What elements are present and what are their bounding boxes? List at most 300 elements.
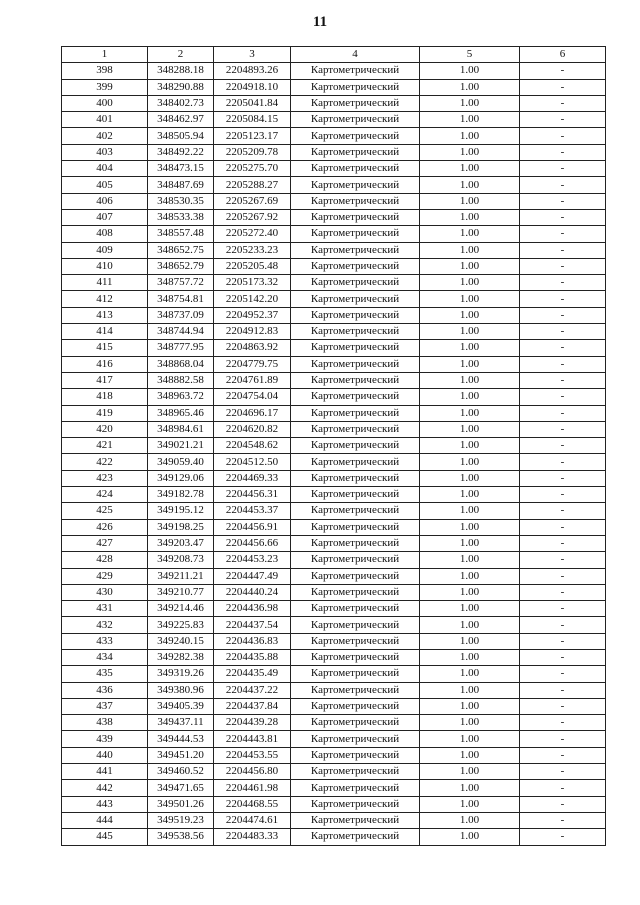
table-row [62,764,606,780]
point-number-cell: 411 [62,275,148,291]
method-cell: Картометрический [291,764,420,780]
table-row [62,503,606,519]
accuracy-cell: 1.00 [420,291,520,307]
method-cell: Картометрический [291,356,420,372]
method-cell: Картометрический [291,470,420,486]
note-cell: - [520,112,606,128]
method-cell: Картометрический [291,258,420,274]
x-coordinate-cell: 348402.73 [148,95,214,111]
note-cell: - [520,519,606,535]
note-cell: - [520,79,606,95]
x-coordinate-cell: 348487.69 [148,177,214,193]
x-coordinate-cell: 348557.48 [148,226,214,242]
y-coordinate-cell: 2205272.40 [214,226,291,242]
x-coordinate-cell: 348965.46 [148,405,214,421]
point-number-cell: 412 [62,291,148,307]
method-cell: Картометрический [291,552,420,568]
header-col-5: 5 [420,47,520,63]
method-cell: Картометрический [291,584,420,600]
x-coordinate-cell: 349405.39 [148,698,214,714]
x-coordinate-cell: 348882.58 [148,372,214,388]
x-coordinate-cell: 349444.53 [148,731,214,747]
x-coordinate-cell: 349240.15 [148,633,214,649]
note-cell: - [520,715,606,731]
y-coordinate-cell: 2204548.62 [214,438,291,454]
y-coordinate-cell: 2204696.17 [214,405,291,421]
y-coordinate-cell: 2205275.70 [214,161,291,177]
note-cell: - [520,372,606,388]
x-coordinate-cell: 348984.61 [148,421,214,437]
method-cell: Картометрический [291,226,420,242]
accuracy-cell: 1.00 [420,372,520,388]
point-number-cell: 429 [62,568,148,584]
y-coordinate-cell: 2204435.49 [214,666,291,682]
point-number-cell: 399 [62,79,148,95]
accuracy-cell: 1.00 [420,682,520,698]
table-row [62,421,606,437]
method-cell: Картометрический [291,731,420,747]
point-number-cell: 408 [62,226,148,242]
note-cell: - [520,128,606,144]
table-row [62,405,606,421]
accuracy-cell: 1.00 [420,698,520,714]
point-number-cell: 421 [62,438,148,454]
table-row [62,356,606,372]
note-cell: - [520,487,606,503]
accuracy-cell: 1.00 [420,405,520,421]
accuracy-cell: 1.00 [420,258,520,274]
table-row [62,324,606,340]
x-coordinate-cell: 348754.81 [148,291,214,307]
table-row [62,454,606,470]
x-coordinate-cell: 348505.94 [148,128,214,144]
point-number-cell: 414 [62,324,148,340]
y-coordinate-cell: 2205209.78 [214,144,291,160]
note-cell: - [520,535,606,551]
x-coordinate-cell: 348462.97 [148,112,214,128]
table-row [62,161,606,177]
note-cell: - [520,764,606,780]
point-number-cell: 445 [62,829,148,845]
point-number-cell: 402 [62,128,148,144]
method-cell: Картометрический [291,193,420,209]
note-cell: - [520,95,606,111]
table-row [62,584,606,600]
accuracy-cell: 1.00 [420,209,520,225]
accuracy-cell: 1.00 [420,356,520,372]
y-coordinate-cell: 2204440.24 [214,584,291,600]
point-number-cell: 430 [62,584,148,600]
point-number-cell: 443 [62,796,148,812]
y-coordinate-cell: 2205084.15 [214,112,291,128]
accuracy-cell: 1.00 [420,421,520,437]
y-coordinate-cell: 2205123.17 [214,128,291,144]
accuracy-cell: 1.00 [420,144,520,160]
point-number-cell: 438 [62,715,148,731]
x-coordinate-cell: 348744.94 [148,324,214,340]
x-coordinate-cell: 349059.40 [148,454,214,470]
y-coordinate-cell: 2204474.61 [214,812,291,828]
x-coordinate-cell: 348777.95 [148,340,214,356]
method-cell: Картометрический [291,698,420,714]
y-coordinate-cell: 2204443.81 [214,731,291,747]
table-row [62,177,606,193]
method-cell: Картометрический [291,177,420,193]
accuracy-cell: 1.00 [420,79,520,95]
table-row [62,780,606,796]
method-cell: Картометрический [291,454,420,470]
method-cell: Картометрический [291,389,420,405]
accuracy-cell: 1.00 [420,177,520,193]
note-cell: - [520,307,606,323]
method-cell: Картометрический [291,535,420,551]
table-row [62,128,606,144]
y-coordinate-cell: 2204469.33 [214,470,291,486]
table-row [62,307,606,323]
accuracy-cell: 1.00 [420,340,520,356]
method-cell: Картометрический [291,291,420,307]
method-cell: Картометрический [291,275,420,291]
point-number-cell: 441 [62,764,148,780]
x-coordinate-cell: 348533.38 [148,209,214,225]
y-coordinate-cell: 2204512.50 [214,454,291,470]
note-cell: - [520,177,606,193]
method-cell: Картометрический [291,796,420,812]
point-number-cell: 424 [62,487,148,503]
x-coordinate-cell: 349460.52 [148,764,214,780]
accuracy-cell: 1.00 [420,780,520,796]
point-number-cell: 403 [62,144,148,160]
table-row [62,209,606,225]
note-cell: - [520,601,606,617]
table-row [62,275,606,291]
x-coordinate-cell: 348737.09 [148,307,214,323]
x-coordinate-cell: 348652.79 [148,258,214,274]
y-coordinate-cell: 2204436.83 [214,633,291,649]
accuracy-cell: 1.00 [420,617,520,633]
point-number-cell: 426 [62,519,148,535]
method-cell: Картометрический [291,324,420,340]
note-cell: - [520,258,606,274]
method-cell: Картометрический [291,715,420,731]
y-coordinate-cell: 2204952.37 [214,307,291,323]
accuracy-cell: 1.00 [420,503,520,519]
y-coordinate-cell: 2204893.26 [214,63,291,79]
x-coordinate-cell: 348290.88 [148,79,214,95]
y-coordinate-cell: 2204439.28 [214,715,291,731]
note-cell: - [520,682,606,698]
y-coordinate-cell: 2204435.88 [214,649,291,665]
x-coordinate-cell: 348473.15 [148,161,214,177]
note-cell: - [520,209,606,225]
table-row [62,568,606,584]
point-number-cell: 425 [62,503,148,519]
point-number-cell: 415 [62,340,148,356]
y-coordinate-cell: 2205041.84 [214,95,291,111]
accuracy-cell: 1.00 [420,715,520,731]
method-cell: Картометрический [291,633,420,649]
y-coordinate-cell: 2204620.82 [214,421,291,437]
accuracy-cell: 1.00 [420,747,520,763]
table-row [62,389,606,405]
table-row [62,633,606,649]
accuracy-cell: 1.00 [420,601,520,617]
accuracy-cell: 1.00 [420,764,520,780]
y-coordinate-cell: 2204779.75 [214,356,291,372]
method-cell: Картометрический [291,503,420,519]
point-number-cell: 398 [62,63,148,79]
accuracy-cell: 1.00 [420,535,520,551]
y-coordinate-cell: 2204461.98 [214,780,291,796]
y-coordinate-cell: 2205267.92 [214,209,291,225]
accuracy-cell: 1.00 [420,487,520,503]
y-coordinate-cell: 2204436.98 [214,601,291,617]
point-number-cell: 427 [62,535,148,551]
table-header [62,47,606,63]
method-cell: Картометрический [291,812,420,828]
table-row [62,487,606,503]
accuracy-cell: 1.00 [420,389,520,405]
note-cell: - [520,812,606,828]
y-coordinate-cell: 2204761.89 [214,372,291,388]
accuracy-cell: 1.00 [420,193,520,209]
note-cell: - [520,389,606,405]
table-row [62,79,606,95]
point-number-cell: 406 [62,193,148,209]
x-coordinate-cell: 349129.06 [148,470,214,486]
note-cell: - [520,666,606,682]
x-coordinate-cell: 349214.46 [148,601,214,617]
note-cell: - [520,340,606,356]
header-col-6: 6 [520,47,606,63]
method-cell: Картометрический [291,405,420,421]
note-cell: - [520,503,606,519]
y-coordinate-cell: 2204918.10 [214,79,291,95]
table-row [62,144,606,160]
accuracy-cell: 1.00 [420,584,520,600]
y-coordinate-cell: 2204456.66 [214,535,291,551]
accuracy-cell: 1.00 [420,796,520,812]
y-coordinate-cell: 2204456.80 [214,764,291,780]
note-cell: - [520,242,606,258]
accuracy-cell: 1.00 [420,242,520,258]
method-cell: Картометрический [291,601,420,617]
note-cell: - [520,405,606,421]
note-cell: - [520,568,606,584]
x-coordinate-cell: 349211.21 [148,568,214,584]
note-cell: - [520,226,606,242]
table-row [62,715,606,731]
note-cell: - [520,291,606,307]
x-coordinate-cell: 348492.22 [148,144,214,160]
accuracy-cell: 1.00 [420,649,520,665]
table-row [62,519,606,535]
note-cell: - [520,829,606,845]
point-number-cell: 410 [62,258,148,274]
x-coordinate-cell: 349225.83 [148,617,214,633]
table-row [62,617,606,633]
table-row [62,340,606,356]
table-row [62,242,606,258]
table-row [62,95,606,111]
accuracy-cell: 1.00 [420,226,520,242]
y-coordinate-cell: 2204437.84 [214,698,291,714]
y-coordinate-cell: 2205233.23 [214,242,291,258]
x-coordinate-cell: 348757.72 [148,275,214,291]
method-cell: Картометрический [291,95,420,111]
table-row [62,193,606,209]
note-cell: - [520,356,606,372]
note-cell: - [520,796,606,812]
accuracy-cell: 1.00 [420,112,520,128]
point-number-cell: 437 [62,698,148,714]
method-cell: Картометрический [291,649,420,665]
point-number-cell: 404 [62,161,148,177]
x-coordinate-cell: 349210.77 [148,584,214,600]
y-coordinate-cell: 2204437.54 [214,617,291,633]
method-cell: Картометрический [291,79,420,95]
table-row [62,829,606,845]
point-number-cell: 405 [62,177,148,193]
point-number-cell: 407 [62,209,148,225]
x-coordinate-cell: 349208.73 [148,552,214,568]
x-coordinate-cell: 349282.38 [148,649,214,665]
table-row [62,552,606,568]
accuracy-cell: 1.00 [420,324,520,340]
x-coordinate-cell: 349437.11 [148,715,214,731]
y-coordinate-cell: 2205205.48 [214,258,291,274]
x-coordinate-cell: 349319.26 [148,666,214,682]
table-row [62,112,606,128]
accuracy-cell: 1.00 [420,454,520,470]
y-coordinate-cell: 2205173.32 [214,275,291,291]
header-row [62,47,606,63]
accuracy-cell: 1.00 [420,731,520,747]
table-row [62,666,606,682]
point-number-cell: 434 [62,649,148,665]
table-row [62,731,606,747]
point-number-cell: 413 [62,307,148,323]
accuracy-cell: 1.00 [420,95,520,111]
table-body [62,63,606,845]
point-number-cell: 401 [62,112,148,128]
note-cell: - [520,421,606,437]
point-number-cell: 431 [62,601,148,617]
table-row [62,470,606,486]
point-number-cell: 432 [62,617,148,633]
note-cell: - [520,470,606,486]
point-number-cell: 435 [62,666,148,682]
method-cell: Картометрический [291,63,420,79]
y-coordinate-cell: 2205142.20 [214,291,291,307]
point-number-cell: 422 [62,454,148,470]
y-coordinate-cell: 2204456.31 [214,487,291,503]
y-coordinate-cell: 2204863.92 [214,340,291,356]
x-coordinate-cell: 349538.56 [148,829,214,845]
x-coordinate-cell: 348530.35 [148,193,214,209]
table-row [62,601,606,617]
header-col-4: 4 [291,47,420,63]
table-row [62,438,606,454]
x-coordinate-cell: 348868.04 [148,356,214,372]
method-cell: Картометрический [291,307,420,323]
note-cell: - [520,438,606,454]
point-number-cell: 436 [62,682,148,698]
y-coordinate-cell: 2204453.55 [214,747,291,763]
accuracy-cell: 1.00 [420,633,520,649]
point-number-cell: 442 [62,780,148,796]
point-number-cell: 420 [62,421,148,437]
x-coordinate-cell: 349380.96 [148,682,214,698]
method-cell: Картометрический [291,519,420,535]
accuracy-cell: 1.00 [420,829,520,845]
point-number-cell: 444 [62,812,148,828]
header-col-1: 1 [62,47,148,63]
method-cell: Картометрический [291,487,420,503]
table-row [62,372,606,388]
accuracy-cell: 1.00 [420,519,520,535]
table-row [62,63,606,79]
y-coordinate-cell: 2204754.04 [214,389,291,405]
accuracy-cell: 1.00 [420,63,520,79]
method-cell: Картометрический [291,144,420,160]
y-coordinate-cell: 2204912.83 [214,324,291,340]
x-coordinate-cell: 349451.20 [148,747,214,763]
y-coordinate-cell: 2205288.27 [214,177,291,193]
method-cell: Картометрический [291,568,420,584]
point-number-cell: 440 [62,747,148,763]
note-cell: - [520,731,606,747]
note-cell: - [520,161,606,177]
accuracy-cell: 1.00 [420,128,520,144]
note-cell: - [520,63,606,79]
accuracy-cell: 1.00 [420,812,520,828]
method-cell: Картометрический [291,209,420,225]
method-cell: Картометрический [291,829,420,845]
note-cell: - [520,144,606,160]
x-coordinate-cell: 349195.12 [148,503,214,519]
method-cell: Картометрический [291,128,420,144]
x-coordinate-cell: 348652.75 [148,242,214,258]
x-coordinate-cell: 348963.72 [148,389,214,405]
point-number-cell: 423 [62,470,148,486]
x-coordinate-cell: 349471.65 [148,780,214,796]
method-cell: Картометрический [291,747,420,763]
method-cell: Картометрический [291,161,420,177]
table-row [62,291,606,307]
header-col-3: 3 [214,47,291,63]
note-cell: - [520,193,606,209]
method-cell: Картометрический [291,617,420,633]
method-cell: Картометрический [291,780,420,796]
y-coordinate-cell: 2204468.55 [214,796,291,812]
y-coordinate-cell: 2204453.23 [214,552,291,568]
point-number-cell: 439 [62,731,148,747]
note-cell: - [520,275,606,291]
accuracy-cell: 1.00 [420,307,520,323]
table-row [62,747,606,763]
table-row [62,682,606,698]
method-cell: Картометрический [291,438,420,454]
x-coordinate-cell: 349021.21 [148,438,214,454]
method-cell: Картометрический [291,242,420,258]
coordinates-table [61,46,606,846]
x-coordinate-cell: 349501.26 [148,796,214,812]
point-number-cell: 433 [62,633,148,649]
x-coordinate-cell: 349198.25 [148,519,214,535]
table-row [62,226,606,242]
accuracy-cell: 1.00 [420,552,520,568]
